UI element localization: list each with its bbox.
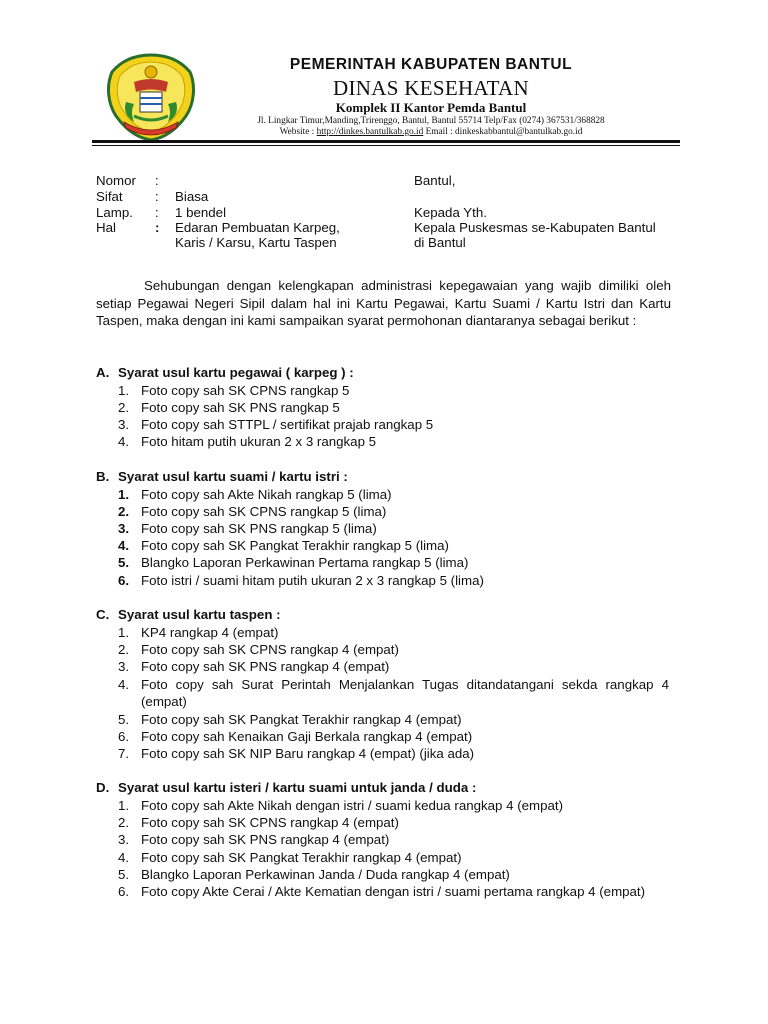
- sifat-label: Sifat: [96, 189, 123, 204]
- item-text: Foto copy sah SK Pangkat Terakhir rangkap 4 (empat): [141, 712, 462, 727]
- intro-paragraph: Sehubungan dengan kelengkapan administrasi kepegawaian yang wajib dimiliki oleh setiap Pegawai Negeri Sipil dalam hal ini Kartu Pegawai, Kartu Suami / Kartu Istri dan Kartu Taspen, maka dengan ini kami sampaikan syarat permohonan diantaranya sebagai berikut :: [96, 278, 671, 328]
- item-number: 6.: [118, 573, 130, 588]
- hal-value-line-1: Edaran Pembuatan Karpeg,: [175, 220, 340, 235]
- item-number: 5.: [118, 555, 130, 570]
- section-title-text: Syarat usul kartu isteri / kartu suami untuk janda / duda :: [118, 780, 477, 795]
- item-text: Foto copy sah SK PNS rangkap 4 (empat): [141, 659, 390, 674]
- item-number: 2.: [118, 504, 130, 519]
- sifat-value: Biasa: [175, 189, 209, 204]
- hal-value-line-2: Karis / Karsu, Kartu Taspen: [175, 235, 337, 250]
- item-text: Foto istri / suami hitam putih ukuran 2 x 3 rangkap 5 (lima): [141, 573, 484, 588]
- item-text: Foto copy sah SK Pangkat Terakhir rangkap 5 (lima): [141, 538, 449, 553]
- item-number: 4.: [118, 434, 130, 449]
- item-text: Foto copy sah SK CPNS rangkap 5 (lima): [141, 504, 387, 519]
- item-text: Foto copy sah Surat Perintah Menjalankan Tugas ditandatangani sekda rangkap 4 (empat): [141, 677, 669, 709]
- item-text: KP4 rangkap 4 (empat): [141, 625, 279, 640]
- bantul-coat-of-arms-logo: [104, 52, 198, 142]
- item-number: 4.: [118, 538, 130, 553]
- item-number: 7.: [118, 746, 130, 761]
- item-text: Foto copy sah SK PNS rangkap 5 (lima): [141, 521, 377, 536]
- email-label: Email :: [423, 127, 456, 137]
- section-d-title: [96, 780, 476, 795]
- item-number: 3.: [118, 521, 130, 536]
- section-title-text: Syarat usul kartu taspen :: [118, 607, 281, 622]
- item-number: 1.: [118, 487, 130, 502]
- item-text: Foto copy sah SK CPNS rangkap 5: [141, 383, 350, 398]
- item-text: Foto copy sah SK NIP Baru rangkap 4 (empat) (jika ada): [141, 746, 475, 761]
- place-date: Bantul,: [414, 173, 456, 188]
- lamp-label: Lamp.: [96, 205, 133, 220]
- letterhead-contact: [210, 127, 652, 137]
- item-text: Foto copy sah SK CPNS rangkap 4 (empat): [141, 815, 399, 830]
- item-number: 5.: [118, 867, 130, 882]
- hal-label: Hal: [96, 220, 116, 235]
- letterhead-department: DINAS KESEHATAN: [333, 76, 529, 100]
- nomor-colon: :: [155, 173, 159, 188]
- item-text: Foto hitam putih ukuran 2 x 3 rangkap 5: [141, 434, 377, 449]
- section-a-title: [96, 365, 354, 380]
- nomor-label: Nomor: [96, 173, 136, 188]
- email-address[interactable]: dinkeskabbantul@bantulkab.go.id: [455, 127, 583, 137]
- website-link[interactable]: http://dinkes.bantulkab.go.id: [316, 127, 424, 137]
- letterhead-complex: Komplek II Kantor Pemda Bantul: [335, 100, 527, 115]
- item-number: 1.: [118, 383, 130, 398]
- section-c-title: [96, 607, 281, 622]
- recipient-line-2: di Bantul: [414, 235, 466, 250]
- letterhead-address: Jl. Lingkar Timur,Manding,Trirenggo, Bantul, Bantul 55714 Telp/Fax (0274) 367531/368828: [257, 116, 605, 126]
- item-number: 1.: [118, 625, 130, 640]
- item-number: 4.: [118, 677, 130, 692]
- item-number: 3.: [118, 659, 130, 674]
- recipient-line-1: Kepala Puskesmas se-Kabupaten Bantul: [414, 220, 656, 235]
- item-text: Foto copy sah Akte Nikah dengan istri / suami kedua rangkap 4 (empat): [141, 798, 564, 813]
- item-number: 2.: [118, 400, 130, 415]
- item-number: 5.: [118, 712, 130, 727]
- item-number: 6.: [118, 729, 130, 744]
- item-number: 3.: [118, 417, 130, 432]
- item-text: Foto copy sah Akte Nikah rangkap 5 (lima): [141, 487, 392, 502]
- item-text: Blangko Laporan Perkawinan Janda / Duda rangkap 4 (empat): [141, 867, 510, 882]
- item-text: Blangko Laporan Perkawinan Pertama rangkap 5 (lima): [141, 555, 469, 570]
- section-b-title: [96, 469, 348, 484]
- hal-colon: :: [155, 220, 160, 235]
- item-text: Foto copy Akte Cerai / Akte Kematian dengan istri / suami pertama rangkap 4 (empat): [141, 884, 646, 899]
- website-label: Website :: [279, 127, 317, 137]
- section-letter: A.: [96, 365, 110, 380]
- item-number: 2.: [118, 642, 130, 657]
- section-title-text: Syarat usul kartu pegawai ( karpeg ) :: [118, 365, 354, 380]
- section-letter: B.: [96, 469, 110, 484]
- item-text: Foto copy sah SK PNS rangkap 4 (empat): [141, 832, 390, 847]
- section-title-text: Syarat usul kartu suami / kartu istri :: [118, 469, 348, 484]
- item-number: 6.: [118, 884, 130, 899]
- letterhead-divider-thin: [92, 145, 680, 146]
- section-letter: D.: [96, 780, 110, 795]
- lamp-colon: :: [155, 205, 159, 220]
- item-text: Foto copy sah SK Pangkat Terakhir rangkap 4 (empat): [141, 850, 462, 865]
- letterhead-divider-thick: [92, 140, 680, 143]
- lamp-value: 1 bendel: [175, 205, 227, 220]
- item-text: Foto copy sah SK PNS rangkap 5: [141, 400, 340, 415]
- sifat-colon: :: [155, 189, 159, 204]
- item-text: Foto copy sah SK CPNS rangkap 4 (empat): [141, 642, 399, 657]
- item-number: 2.: [118, 815, 130, 830]
- item-text: Foto copy sah Kenaikan Gaji Berkala rangkap 4 (empat): [141, 729, 473, 744]
- letterhead-agency: PEMERINTAH KABUPATEN BANTUL: [289, 56, 573, 73]
- item-text: Foto copy sah STTPL / sertifikat prajab rangkap 5: [141, 417, 434, 432]
- item-number: 3.: [118, 832, 130, 847]
- section-letter: C.: [96, 607, 110, 622]
- item-number: 4.: [118, 850, 130, 865]
- recipient-salutation: Kepada Yth.: [414, 205, 487, 220]
- item-number: 1.: [118, 798, 130, 813]
